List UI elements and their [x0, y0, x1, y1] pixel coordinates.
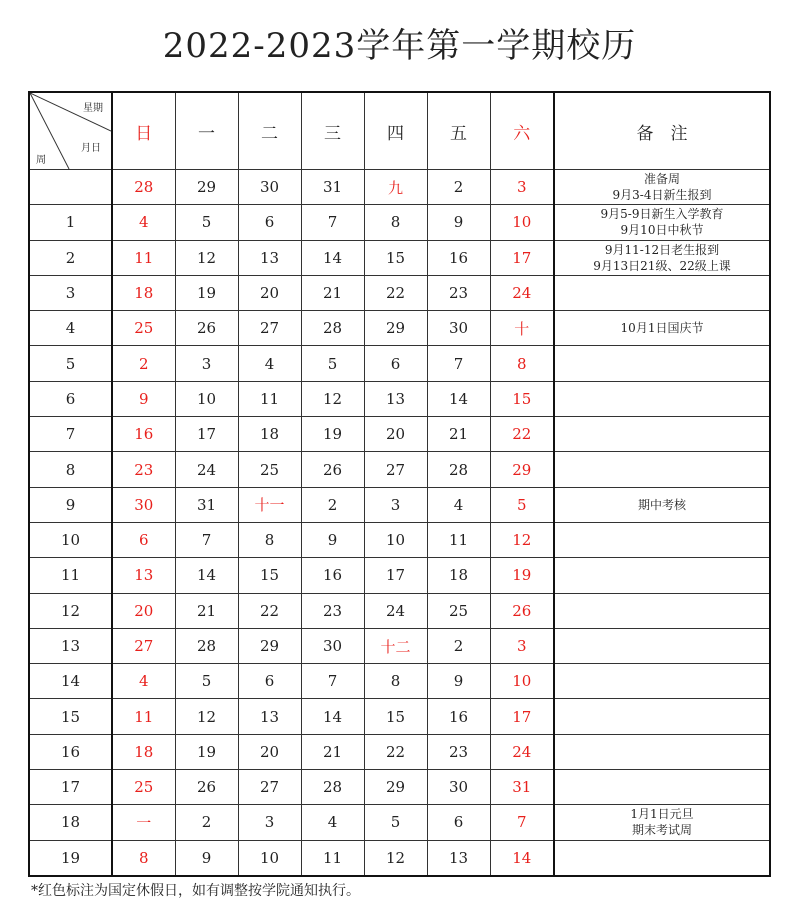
week-number: 7: [29, 417, 112, 452]
week-number: 9: [29, 487, 112, 522]
date-cell: 26: [175, 770, 238, 805]
remark-line: 9月11-12日老生报到: [604, 242, 720, 257]
date-cell: 3: [490, 170, 554, 205]
date-cell: 24: [490, 734, 554, 769]
date-cell: 7: [175, 522, 238, 557]
date-cell: 28: [301, 311, 364, 346]
date-cell: 10: [490, 205, 554, 240]
date-cell: 6: [238, 205, 301, 240]
date-cell: 21: [175, 593, 238, 628]
week-number: 1: [29, 205, 112, 240]
date-cell: 14: [301, 240, 364, 275]
date-cell: 9: [175, 840, 238, 876]
corner-cell: [29, 92, 112, 170]
date-cell: 29: [364, 311, 427, 346]
date-cell: 8: [238, 522, 301, 557]
date-cell: 5: [301, 346, 364, 381]
remark-cell: [554, 805, 770, 840]
remark-cell: [554, 275, 770, 310]
date-cell: 17: [175, 417, 238, 452]
date-cell: 30: [238, 170, 301, 205]
date-cell: 27: [364, 452, 427, 487]
date-cell: 2: [427, 628, 490, 663]
date-cell: 28: [427, 452, 490, 487]
date-cell: 29: [175, 170, 238, 205]
date-cell: 12: [301, 381, 364, 416]
date-cell: 23: [427, 275, 490, 310]
date-cell: 10: [175, 381, 238, 416]
date-cell: 11: [112, 240, 175, 275]
date-cell: 29: [490, 452, 554, 487]
date-cell: 24: [364, 593, 427, 628]
table-row: [29, 240, 770, 275]
date-cell: 2: [175, 805, 238, 840]
week-number: 18: [29, 805, 112, 840]
date-cell: 28: [301, 770, 364, 805]
week-number: [29, 170, 112, 205]
week-number: 12: [29, 593, 112, 628]
date-cell: 8: [364, 205, 427, 240]
date-cell: 17: [490, 240, 554, 275]
date-cell: 22: [238, 593, 301, 628]
week-number: 15: [29, 699, 112, 734]
remark-cell: [554, 417, 770, 452]
remark-cell: [554, 734, 770, 769]
date-cell: 20: [238, 734, 301, 769]
date-cell: 22: [490, 417, 554, 452]
table-row: [29, 593, 770, 628]
remark-line: 10月1日国庆节: [620, 321, 704, 336]
calendar-table: [28, 91, 771, 877]
date-cell: 5: [175, 664, 238, 699]
date-cell: 2: [301, 487, 364, 522]
week-number: 8: [29, 452, 112, 487]
date-cell: 一: [112, 805, 175, 840]
table-row: [29, 699, 770, 734]
page-title: 2022-2023学年第一学期校历: [162, 26, 637, 66]
date-cell: 7: [301, 664, 364, 699]
date-cell: 13: [364, 381, 427, 416]
date-cell: 22: [364, 275, 427, 310]
date-cell: 4: [238, 346, 301, 381]
date-cell: 6: [427, 805, 490, 840]
date-cell: 18: [112, 734, 175, 769]
remark-cell: [554, 770, 770, 805]
table-row: [29, 628, 770, 663]
remark-line: 准备周: [643, 172, 680, 187]
remark-line: 9月5-9日新生入学教育: [600, 207, 724, 222]
date-cell: 15: [238, 558, 301, 593]
week-number: 2: [29, 240, 112, 275]
date-cell: 25: [238, 452, 301, 487]
date-cell: 3: [490, 628, 554, 663]
date-cell: 24: [175, 452, 238, 487]
week-number: 6: [29, 381, 112, 416]
date-cell: 23: [301, 593, 364, 628]
header-day-wed: 三: [301, 92, 364, 170]
week-number: 3: [29, 275, 112, 310]
date-cell: 30: [301, 628, 364, 663]
date-cell: 11: [112, 699, 175, 734]
date-cell: 20: [364, 417, 427, 452]
date-cell: 19: [175, 275, 238, 310]
date-cell: 27: [238, 311, 301, 346]
date-cell: 11: [427, 522, 490, 557]
date-cell: 16: [427, 240, 490, 275]
table-row: [29, 170, 770, 205]
date-cell: 31: [175, 487, 238, 522]
date-cell: 2: [427, 170, 490, 205]
date-cell: 14: [175, 558, 238, 593]
remark-cell: [554, 593, 770, 628]
date-cell: 18: [112, 275, 175, 310]
week-number: 10: [29, 522, 112, 557]
date-cell: 2: [112, 346, 175, 381]
date-cell: 7: [301, 205, 364, 240]
date-cell: 6: [112, 522, 175, 557]
date-cell: 12: [175, 699, 238, 734]
date-cell: 10: [238, 840, 301, 876]
date-cell: 26: [490, 593, 554, 628]
header-day-mon: 一: [175, 92, 238, 170]
header-remarks: 备 注: [554, 92, 770, 170]
date-cell: 9: [112, 381, 175, 416]
table-row: [29, 381, 770, 416]
date-cell: 16: [427, 699, 490, 734]
remark-cell: [554, 311, 770, 346]
header-day-thu: 四: [364, 92, 427, 170]
date-cell: 16: [301, 558, 364, 593]
table-row: [29, 205, 770, 240]
date-cell: 16: [112, 417, 175, 452]
date-cell: 九: [364, 170, 427, 205]
date-cell: 4: [112, 664, 175, 699]
remark-cell: [554, 628, 770, 663]
week-number: 13: [29, 628, 112, 663]
date-cell: 13: [238, 699, 301, 734]
remark-cell: [554, 240, 770, 275]
remark-cell: [554, 170, 770, 205]
remark-line: 9月13日21级、22级上课: [593, 258, 731, 273]
date-cell: 19: [490, 558, 554, 593]
date-cell: 28: [112, 170, 175, 205]
table-row: [29, 558, 770, 593]
date-cell: 25: [112, 311, 175, 346]
date-cell: 14: [427, 381, 490, 416]
footer-note: *红色标注为国定休假日，如有调整按学院通知执行。: [31, 883, 360, 899]
date-cell: 5: [490, 487, 554, 522]
remark-cell: [554, 522, 770, 557]
header-day-sat: 六: [490, 92, 554, 170]
date-cell: 13: [112, 558, 175, 593]
remark-cell: [554, 346, 770, 381]
date-cell: 21: [427, 417, 490, 452]
date-cell: 31: [490, 770, 554, 805]
date-cell: 4: [301, 805, 364, 840]
date-cell: 12: [490, 522, 554, 557]
date-cell: 13: [238, 240, 301, 275]
table-row: [29, 487, 770, 522]
date-cell: 27: [112, 628, 175, 663]
date-cell: 19: [175, 734, 238, 769]
remark-cell: [554, 205, 770, 240]
calendar-body: [29, 170, 770, 876]
date-cell: 6: [238, 664, 301, 699]
table-row: [29, 346, 770, 381]
date-cell: 7: [490, 805, 554, 840]
table-row: [29, 664, 770, 699]
date-cell: 18: [427, 558, 490, 593]
table-row: [29, 275, 770, 310]
date-cell: 8: [112, 840, 175, 876]
corner-week-label: 周: [36, 155, 46, 166]
corner-monthday-label: 月日: [81, 143, 101, 154]
date-cell: 20: [112, 593, 175, 628]
week-number: 16: [29, 734, 112, 769]
remark-cell: [554, 487, 770, 522]
date-cell: 11: [301, 840, 364, 876]
week-number: 19: [29, 840, 112, 876]
table-row: [29, 417, 770, 452]
table-row: [29, 522, 770, 557]
date-cell: 7: [427, 346, 490, 381]
date-cell: 14: [490, 840, 554, 876]
date-cell: 18: [238, 417, 301, 452]
table-row: [29, 840, 770, 876]
date-cell: 9: [301, 522, 364, 557]
table-row: [29, 311, 770, 346]
date-cell: 十二: [364, 628, 427, 663]
date-cell: 6: [364, 346, 427, 381]
date-cell: 15: [490, 381, 554, 416]
date-cell: 13: [427, 840, 490, 876]
date-cell: 十: [490, 311, 554, 346]
date-cell: 29: [238, 628, 301, 663]
remark-cell: [554, 664, 770, 699]
date-cell: 十一: [238, 487, 301, 522]
date-cell: 30: [112, 487, 175, 522]
date-cell: 10: [490, 664, 554, 699]
date-cell: 3: [238, 805, 301, 840]
corner-weekday-label: 星期: [83, 103, 103, 114]
remark-cell: [554, 699, 770, 734]
date-cell: 26: [301, 452, 364, 487]
header-day-tue: 二: [238, 92, 301, 170]
date-cell: 11: [238, 381, 301, 416]
date-cell: 23: [112, 452, 175, 487]
header-day-sun: 日: [112, 92, 175, 170]
date-cell: 9: [427, 205, 490, 240]
date-cell: 4: [427, 487, 490, 522]
remark-line: 9月3-4日新生报到: [612, 188, 712, 203]
date-cell: 23: [427, 734, 490, 769]
date-cell: 14: [301, 699, 364, 734]
date-cell: 27: [238, 770, 301, 805]
date-cell: 28: [175, 628, 238, 663]
date-cell: 31: [301, 170, 364, 205]
date-cell: 12: [175, 240, 238, 275]
date-cell: 3: [175, 346, 238, 381]
remark-cell: [554, 840, 770, 876]
week-number: 5: [29, 346, 112, 381]
week-number: 4: [29, 311, 112, 346]
date-cell: 21: [301, 275, 364, 310]
date-cell: 15: [364, 699, 427, 734]
date-cell: 15: [364, 240, 427, 275]
date-cell: 30: [427, 770, 490, 805]
date-cell: 5: [364, 805, 427, 840]
table-row: [29, 452, 770, 487]
date-cell: 17: [490, 699, 554, 734]
date-cell: 29: [364, 770, 427, 805]
date-cell: 20: [238, 275, 301, 310]
table-row: [29, 734, 770, 769]
date-cell: 4: [112, 205, 175, 240]
date-cell: 8: [490, 346, 554, 381]
date-cell: 25: [112, 770, 175, 805]
date-cell: 25: [427, 593, 490, 628]
header-day-fri: 五: [427, 92, 490, 170]
table-row: [29, 770, 770, 805]
header-row: [29, 92, 770, 170]
date-cell: 17: [364, 558, 427, 593]
date-cell: 8: [364, 664, 427, 699]
week-number: 14: [29, 664, 112, 699]
remark-cell: [554, 381, 770, 416]
week-number: 11: [29, 558, 112, 593]
date-cell: 12: [364, 840, 427, 876]
remark-line: 期中考核: [637, 497, 686, 512]
remark-line: 期末考试周: [631, 823, 692, 838]
remark-cell: [554, 558, 770, 593]
date-cell: 9: [427, 664, 490, 699]
date-cell: 24: [490, 275, 554, 310]
date-cell: 19: [301, 417, 364, 452]
remark-cell: [554, 452, 770, 487]
date-cell: 30: [427, 311, 490, 346]
remark-line: 9月10日中秋节: [620, 223, 704, 238]
date-cell: 26: [175, 311, 238, 346]
table-row: [29, 805, 770, 840]
date-cell: 22: [364, 734, 427, 769]
date-cell: 5: [175, 205, 238, 240]
date-cell: 10: [364, 522, 427, 557]
remark-line: 1月1日元旦: [630, 807, 694, 822]
week-number: 17: [29, 770, 112, 805]
date-cell: 21: [301, 734, 364, 769]
date-cell: 3: [364, 487, 427, 522]
